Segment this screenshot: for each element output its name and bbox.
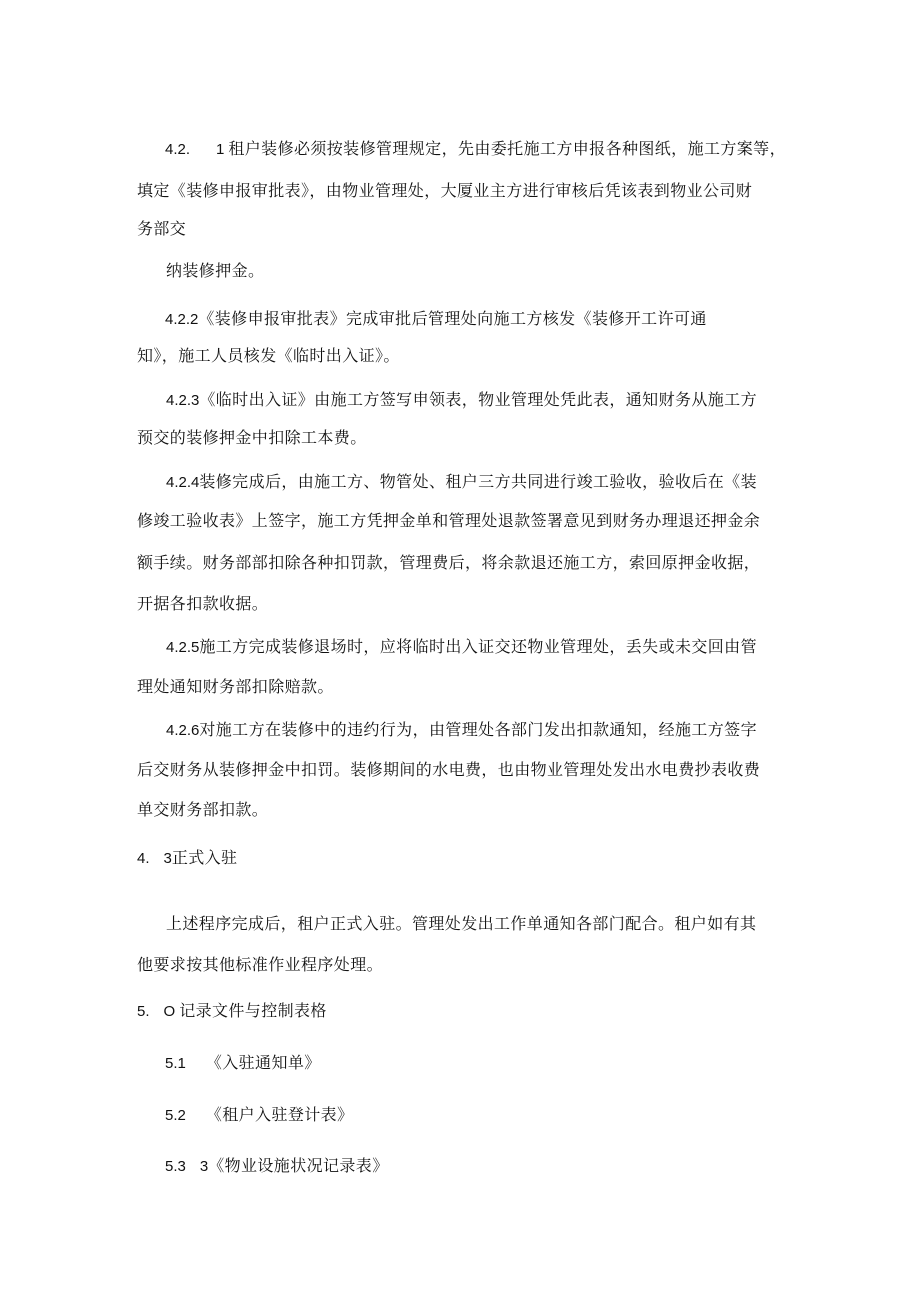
para-4-2-1-line-2: 填定《装修申报审批表》，由物业管理处，大厦业主方进行审核后凭该表到物业公司财	[137, 181, 753, 200]
para-4-2-3-line-1	[166, 390, 757, 411]
section-number-suffix: 3	[163, 850, 172, 867]
list-item-5-1	[165, 1053, 321, 1074]
para-4-2-4-line-1	[166, 472, 757, 493]
para-4-2-2-line-1	[165, 309, 707, 330]
para-text: 《临时出入证》由施工方签写申领表，物业管理处凭此表，通知财务从施工方	[199, 390, 757, 409]
section-number: 5.3	[165, 1158, 186, 1175]
para-4-3-line-2: 他要求按其他标准作业程序处理。	[137, 955, 384, 974]
para-4-2-3-line-2: 预交的装修押金中扣除工本费。	[137, 428, 367, 447]
para-4-2-5-line-1	[166, 637, 757, 658]
para-text: 《装修申报审批表》完成审批后管理处向施工方核发《装修开工许可通	[198, 309, 707, 328]
section-number: 4.	[137, 850, 150, 867]
para-4-2-4-line-2: 修竣工验收表》上签字，施工方凭押金单和管理处退款签署意见到财务办理退还押金余	[137, 511, 761, 530]
section-number: 4.2.5	[166, 639, 200, 656]
section-number: 4.2.4	[166, 474, 200, 491]
section-title: 《租户入驻登计表》	[205, 1105, 354, 1124]
section-title: 正式入驻	[171, 848, 238, 867]
section-number: 5.2	[165, 1107, 186, 1124]
para-4-2-2-line-2: 知》，施工人员核发《临时出入证》。	[137, 346, 400, 365]
section-number: 4.2.3	[166, 392, 200, 409]
section-title: 《物业设施状况记录表》	[208, 1156, 389, 1175]
section-title: 《入驻通知单》	[205, 1053, 321, 1072]
para-4-2-5-line-2: 理处通知财务部扣除赔款。	[137, 677, 334, 696]
para-4-3-line-1: 上述程序完成后，租户正式入驻。管理处发出工作单通知各部门配合。租户如有其	[166, 914, 757, 933]
list-item-5-2	[165, 1105, 353, 1126]
section-number: 4.2.2	[165, 311, 199, 328]
para-4-2-1-line-3: 务部交	[137, 219, 187, 238]
list-item-5-3	[165, 1156, 389, 1177]
para-4-2-4-line-3: 额手续。财务部部扣除各种扣罚款，管理费后，将余款退还施工方，索回原押金收据，	[137, 553, 761, 572]
para-4-2-4-line-4: 开据各扣款收据。	[137, 594, 269, 613]
para-4-2-6-line-3: 单交财务部扣款。	[137, 800, 269, 819]
para-text: 装修完成后，由施工方、物管处、租户三方共同进行竣工验收，验收后在《装	[199, 472, 757, 491]
section-number: 5.	[137, 1003, 150, 1020]
heading-4-3	[137, 848, 237, 869]
section-number: 4.2.	[165, 141, 191, 158]
section-number: 5.1	[165, 1055, 186, 1072]
section-title: 记录文件与控制表格	[179, 1001, 327, 1020]
section-number-suffix: 3	[199, 1158, 209, 1175]
para-text: 施工方完成装修退场时，应将临时出入证交还物业管理处，丢失或未交回由管	[199, 637, 757, 656]
para-4-2-6-line-2: 后交财务从装修押金中扣罚。装修期间的水电费，也由物业管理处发出水电费抄表收费	[137, 760, 761, 779]
para-text: 对施工方在装修中的违约行为，由管理处各部门发出扣款通知，经施工方签字	[199, 720, 757, 739]
section-number-suffix: 1	[216, 141, 225, 158]
para-4-2-1-line-1	[165, 139, 786, 160]
para-4-2-6-line-1	[166, 720, 757, 741]
heading-5-0	[137, 1001, 327, 1022]
para-text: 租户装修必须按装修管理规定，先由委托施工方申报各种图纸，施工方案等，	[228, 139, 786, 158]
section-number: 4.2.6	[166, 722, 200, 739]
section-number-suffix: O	[163, 1003, 176, 1020]
para-4-2-1-line-4: 纳装修押金。	[166, 261, 265, 280]
